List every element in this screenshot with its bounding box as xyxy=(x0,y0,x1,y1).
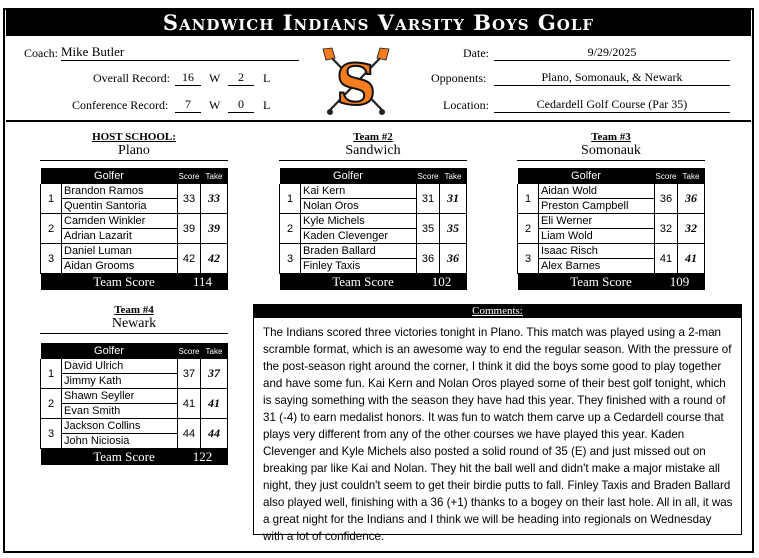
pair-take: 33 xyxy=(201,184,228,214)
team-4-label: Team #4 xyxy=(114,304,154,316)
score-col-header: Score xyxy=(655,168,678,184)
golfer-name: Brandon Ramos xyxy=(62,184,178,199)
table-header-row xyxy=(41,168,228,184)
table-row xyxy=(41,359,228,374)
team-score-label: Team Score xyxy=(41,449,178,466)
team-2-table xyxy=(279,168,467,290)
golfer-name: Camden Winkler xyxy=(62,214,178,229)
table-row xyxy=(41,419,228,434)
overall-l-label: L xyxy=(263,71,271,85)
table-row xyxy=(280,214,467,229)
take-col-header: Take xyxy=(201,168,228,184)
opponents-value: Plano, Somonauk, & Newark xyxy=(494,69,730,86)
team-3-name: Somonauk xyxy=(517,143,705,161)
coach-name: Mike Butler xyxy=(61,44,299,61)
date-value: 9/29/2025 xyxy=(494,44,730,61)
pair-take: 42 xyxy=(201,244,228,274)
golfer-name: Aidan Grooms xyxy=(62,259,178,274)
opponents-label: Opponents: xyxy=(431,71,487,85)
sandwich-logo xyxy=(320,46,392,118)
overall-record-label: Overall Record: xyxy=(93,71,170,85)
golfer-name: Liam Wold xyxy=(539,229,655,244)
pair-take: 41 xyxy=(678,244,705,274)
pair-score: 31 xyxy=(417,184,440,214)
golfer-name: David Ulrich xyxy=(62,359,178,374)
overall-w-label: W xyxy=(209,71,221,85)
header-divider xyxy=(6,120,751,122)
golfer-name: Evan Smith xyxy=(62,404,178,419)
team-score-value: 109 xyxy=(655,274,705,291)
pair-take: 41 xyxy=(201,389,228,419)
take-col-header: Take xyxy=(201,343,228,359)
table-row xyxy=(41,244,228,259)
table-row xyxy=(41,184,228,199)
score-col-header: Score xyxy=(178,168,201,184)
pair-number: 1 xyxy=(41,184,62,214)
team-3-table xyxy=(517,168,705,290)
table-row xyxy=(518,244,705,259)
pair-number: 3 xyxy=(280,244,301,274)
team-3-head xyxy=(517,131,705,161)
pair-number: 1 xyxy=(280,184,301,214)
pair-number: 3 xyxy=(41,244,62,274)
golfer-name: Quentin Santoria xyxy=(62,199,178,214)
team-4-head xyxy=(40,304,228,334)
team-4-table xyxy=(40,343,228,465)
table-row xyxy=(280,184,467,199)
team-score-label: Team Score xyxy=(41,274,178,291)
golfer-name: Isaac Risch xyxy=(539,244,655,259)
team-1-label: HOST SCHOOL: xyxy=(92,131,176,143)
golfer-name: Eli Werner xyxy=(539,214,655,229)
pair-score: 41 xyxy=(178,389,201,419)
golfer-name: John Niciosia xyxy=(62,434,178,449)
conference-l-label: L xyxy=(263,98,271,112)
overall-losses: 2 xyxy=(228,69,254,86)
location-value: Cedardell Golf Course (Par 35) xyxy=(494,96,730,113)
pair-number: 1 xyxy=(41,359,62,389)
team-4-name: Newark xyxy=(40,316,228,334)
pair-take: 35 xyxy=(440,214,467,244)
table-header-row xyxy=(41,343,228,359)
team-score-row xyxy=(280,274,467,291)
pair-score: 44 xyxy=(178,419,201,449)
golfer-name: Shawn Seyller xyxy=(62,389,178,404)
pair-number: 3 xyxy=(518,244,539,274)
comments-text: The Indians scored three victories tonight in Plano. This match was played using a 2-man scramble format, which is an awesome way to end the regular season. With the pressure of the post-season right around the corner, I think it did the boys some good to play together and have some fun. Kai Kern and Nolan Oros played some of their best golf tonight, which is saying something with the season they have had this year. They finished with a round of 31 (-4) to earn medalist honors. It was fun to watch them carve up a Cedardell course that plays very different from any of the other courses we have played this year. Kaden Clevenger and Kyle Michels also posted a solid round of 35 (E) and just missed out on breaking par like Kai and Nolan. They hit the ball well and didn't make a major mistake all night, they just couldn't seem to get their birdie putts to fall. Finley Taxis and Braden Ballard also played well, finishing with a 36 (+1) thanks to a bogey on their last hole. All in all, it was a great night for the Indians and I think we will be heading into regionals on Wednesday with a lot of confidence. xyxy=(263,326,733,543)
coach-label: Coach: xyxy=(24,46,58,60)
pair-number: 2 xyxy=(518,214,539,244)
golfer-name: Kaden Clevenger xyxy=(301,229,417,244)
team-score-value: 122 xyxy=(178,449,228,466)
score-col-header: Score xyxy=(417,168,440,184)
pair-score: 39 xyxy=(178,214,201,244)
pair-take: 36 xyxy=(440,244,467,274)
table-row xyxy=(518,214,705,229)
pair-score: 32 xyxy=(655,214,678,244)
table-header-row xyxy=(518,168,705,184)
golfer-name: Preston Campbell xyxy=(539,199,655,214)
pair-take: 31 xyxy=(440,184,467,214)
pair-number: 2 xyxy=(41,214,62,244)
golfer-name: Kyle Michels xyxy=(301,214,417,229)
date-label: Date: xyxy=(463,46,489,60)
comments-title: Comments: xyxy=(253,304,742,318)
location-label: Location: xyxy=(443,98,489,112)
golfer-name: Jackson Collins xyxy=(62,419,178,434)
golfer-name: Aidan Wold xyxy=(539,184,655,199)
pair-number: 1 xyxy=(518,184,539,214)
pair-score: 42 xyxy=(178,244,201,274)
golfer-name: Nolan Oros xyxy=(301,199,417,214)
golfer-name: Adrian Lazarit xyxy=(62,229,178,244)
team-score-value: 114 xyxy=(178,274,228,291)
team-score-row xyxy=(41,274,228,291)
golfer-col-header: Golfer xyxy=(518,168,655,184)
table-row xyxy=(41,389,228,404)
score-col-header: Score xyxy=(178,343,201,359)
overall-wins: 16 xyxy=(175,69,201,86)
golfer-col-header: Golfer xyxy=(280,168,417,184)
team-2-head xyxy=(279,131,467,161)
pair-number: 3 xyxy=(41,419,62,449)
conference-w-label: W xyxy=(209,98,221,112)
conference-wins: 7 xyxy=(175,96,201,113)
pair-take: 39 xyxy=(201,214,228,244)
golfer-name: Braden Ballard xyxy=(301,244,417,259)
pair-take: 37 xyxy=(201,359,228,389)
conference-losses: 0 xyxy=(228,96,254,113)
team-score-row xyxy=(41,449,228,466)
pair-number: 2 xyxy=(280,214,301,244)
table-row xyxy=(41,214,228,229)
team-score-value: 102 xyxy=(417,274,467,291)
pair-score: 36 xyxy=(655,184,678,214)
pair-score: 36 xyxy=(417,244,440,274)
pair-number: 2 xyxy=(41,389,62,419)
pair-score: 41 xyxy=(655,244,678,274)
take-col-header: Take xyxy=(678,168,705,184)
team-score-row xyxy=(518,274,705,291)
team-3-label: Team #3 xyxy=(591,131,631,143)
team-1-name: Plano xyxy=(40,143,228,161)
golfer-name: Kai Kern xyxy=(301,184,417,199)
pair-take: 32 xyxy=(678,214,705,244)
page-title: Sandwich Indians Varsity Boys Golf xyxy=(6,9,751,36)
golfer-name: Finley Taxis xyxy=(301,259,417,274)
pair-score: 35 xyxy=(417,214,440,244)
team-score-label: Team Score xyxy=(518,274,655,291)
team-score-label: Team Score xyxy=(280,274,417,291)
pair-score: 33 xyxy=(178,184,201,214)
team-1-table xyxy=(40,168,228,290)
table-row xyxy=(518,184,705,199)
table-header-row xyxy=(280,168,467,184)
logo-letter: S xyxy=(335,52,377,118)
golfer-col-header: Golfer xyxy=(41,343,178,359)
golfer-name: Jimmy Kath xyxy=(62,374,178,389)
golfer-name: Daniel Luman xyxy=(62,244,178,259)
pair-score: 37 xyxy=(178,359,201,389)
conference-record-label: Conference Record: xyxy=(72,98,169,112)
golfer-col-header: Golfer xyxy=(41,168,178,184)
pair-take: 36 xyxy=(678,184,705,214)
take-col-header: Take xyxy=(440,168,467,184)
team-1-head xyxy=(40,131,228,161)
team-2-label: Team #2 xyxy=(353,131,393,143)
pair-take: 44 xyxy=(201,419,228,449)
team-2-name: Sandwich xyxy=(279,143,467,161)
table-row xyxy=(280,244,467,259)
golfer-name: Alex Barnes xyxy=(539,259,655,274)
